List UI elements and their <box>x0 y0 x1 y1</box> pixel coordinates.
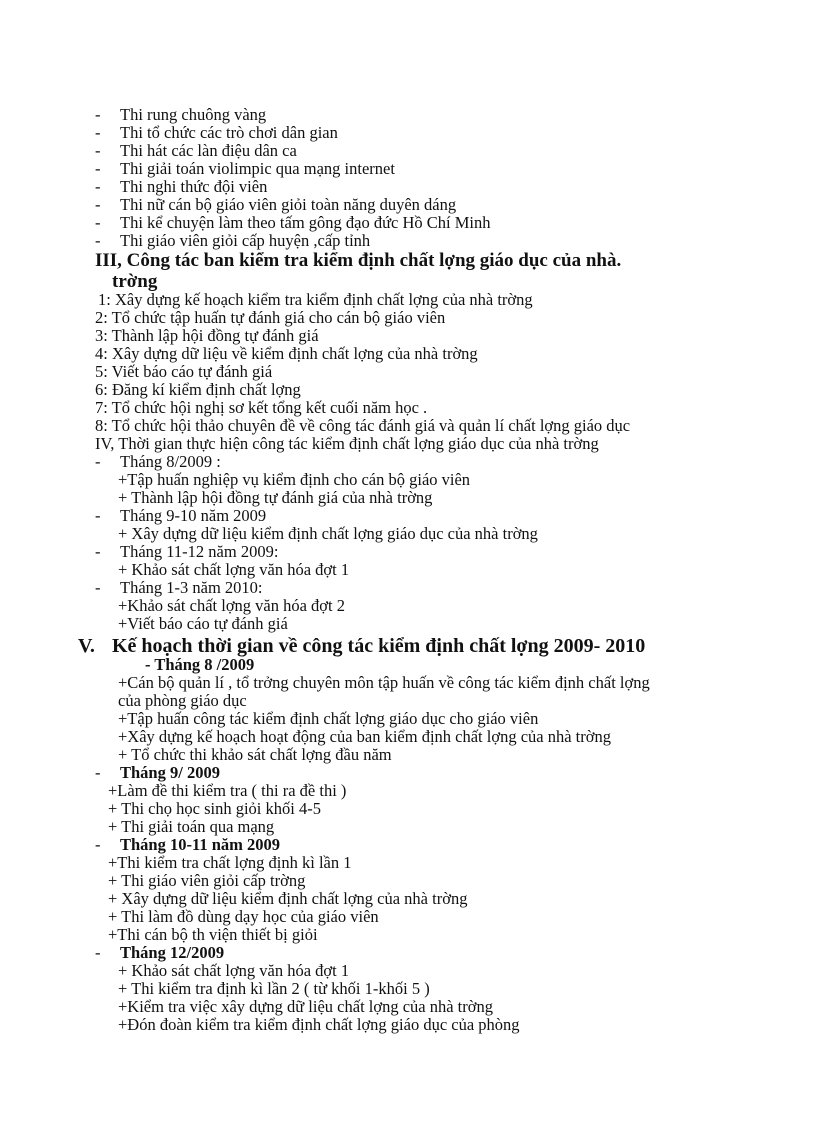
bullet-dash: - <box>95 141 101 160</box>
contest-item: Thi nữ cán bộ giáo viên giỏi toàn năng duyên dáng <box>120 195 457 214</box>
section5-month-item: +Thi kiểm tra chất lợng định kì lần 1 <box>108 853 352 872</box>
section4-title: IV, Thời gian thực hiện công tác kiểm định chất lợng giáo dục của nhà trờng <box>95 434 599 453</box>
section5-month-item: +Cán bộ quản lí , tổ trởng chuyên môn tập huấn về công tác kiểm định chất lợng <box>118 673 650 692</box>
section5-title: Kế hoạch thời gian về công tác kiểm định chất lợng 2009- 2010 <box>112 635 646 657</box>
contest-item: Thi giáo viên giỏi cấp huyện ,cấp tỉnh <box>120 231 371 250</box>
section4-month-label: Tháng 11-12 năm 2009: <box>120 542 279 561</box>
section4-month-item: + Thành lập hội đồng tự đánh giá của nhà trờng <box>118 488 433 507</box>
bullet-dash: - <box>95 452 101 471</box>
section5-month-label: Tháng 9/ 2009 <box>120 763 220 782</box>
section5-month-item: +Làm đề thi kiểm tra ( thi ra đề thi ) <box>108 781 347 800</box>
section5-month-item: +Thi cán bộ th viện thiết bị giỏi <box>108 925 318 944</box>
section5-month-item: + Thi kiểm tra định kì lần 2 ( từ khối 1-khối 5 ) <box>118 979 430 998</box>
section4-month-label: Tháng 1-3 năm 2010: <box>120 578 263 597</box>
contest-item: Thi giải toán violimpic qua mạng internet <box>120 159 395 178</box>
contest-item: Thi tổ chức các trò chơi dân gian <box>120 123 338 142</box>
section4-month-item: + Xây dựng dữ liệu kiểm định chất lợng giáo dục của nhà trờng <box>118 524 538 543</box>
section3-item: 7: Tổ chức hội nghị sơ kết tổng kết cuối năm học . <box>95 398 428 417</box>
bullet-dash: - <box>95 123 101 142</box>
bullet-dash: - <box>95 195 101 214</box>
section5-month-item: +Tập huấn công tác kiểm định chất lợng giáo dục cho giáo viên <box>118 709 539 728</box>
contest-item: Thi rung chuông vàng <box>120 105 267 124</box>
section3-item: 5: Viết báo cáo tự đánh giá <box>95 362 273 381</box>
section5-month-item: + Thi chọ học sinh giỏi khối 4-5 <box>108 799 321 818</box>
section5-month-item: + Thi làm đồ dùng dạy học của giáo viên <box>108 907 379 926</box>
section3-item: 1: Xây dựng kế hoạch kiểm tra kiểm định chất lợng của nhà trờng <box>98 290 533 309</box>
section4-month-label: Tháng 9-10 năm 2009 <box>120 506 267 525</box>
bullet-dash: - <box>95 213 101 232</box>
section5-month-item: + Tổ chức thi khảo sát chất lợng đầu năm <box>118 745 392 764</box>
bullet-dash: - <box>95 763 101 782</box>
section5-month-item: +Đón đoàn kiểm tra kiểm định chất lợng giáo dục của phòng <box>118 1015 520 1034</box>
section5-month-item: của phòng giáo dục <box>118 691 247 710</box>
contest-item: Thi kể chuyện làm theo tấm gông đạo đức Hồ Chí Minh <box>120 213 491 232</box>
section3-title-line1: III, Công tác ban kiểm tra kiểm định chất lợng giáo dục của nhà. <box>95 250 622 271</box>
bullet-dash: - <box>95 105 101 124</box>
bullet-dash: - <box>95 578 101 597</box>
section3-title-line2: trờng <box>112 271 158 292</box>
bullet-dash: - <box>95 943 101 962</box>
section5-month-label: Tháng 10-11 năm 2009 <box>120 835 280 854</box>
section3-item: 3: Thành lập hội đồng tự đánh giá <box>95 326 319 345</box>
section5-month-item: + Thi giáo viên giỏi cấp trờng <box>108 871 306 890</box>
contest-item: Thi hát các làn điệu dân ca <box>120 141 297 160</box>
section3-item: 2: Tổ chức tập huấn tự đánh giá cho cán bộ giáo viên <box>95 308 446 327</box>
section5-month-item: + Thi giải toán qua mạng <box>108 817 275 836</box>
bullet-dash: - <box>95 542 101 561</box>
bullet-dash: - <box>95 835 101 854</box>
section5-month-item: +Kiểm tra việc xây dựng dữ liệu chất lợng của nhà trờng <box>118 997 493 1016</box>
section3-item: 4: Xây dựng dữ liệu về kiểm định chất lợng của nhà trờng <box>95 344 478 363</box>
section4-month-label: Tháng 8/2009 : <box>120 452 221 471</box>
section5-month-item: + Xây dựng dữ liệu kiểm định chất lợng của nhà trờng <box>108 889 468 908</box>
section4-month-item: + Khảo sát chất lợng văn hóa đợt 1 <box>118 560 350 579</box>
section5-month-label: Tháng 12/2009 <box>120 943 225 962</box>
section3-item: 8: Tổ chức hội thảo chuyên đề về công tác đánh giá và quản lí chất lợng giáo dục <box>95 416 631 435</box>
bullet-dash: - <box>95 231 101 250</box>
section4-month-item: +Tập huấn nghiệp vụ kiểm định cho cán bộ giáo viên <box>118 470 471 489</box>
section5-numeral: V. <box>78 635 95 657</box>
bullet-dash: - <box>95 177 101 196</box>
section5-month-item: + Khảo sát chất lợng văn hóa đợt 1 <box>118 961 350 980</box>
section4-month-item: +Khảo sát chất lợng văn hóa đợt 2 <box>118 596 345 615</box>
bullet-dash: - <box>95 506 101 525</box>
section5-month-item: +Xây dựng kế hoạch hoạt động của ban kiểm định chất lợng của nhà trờng <box>118 727 611 746</box>
section3-item: 6: Đăng kí kiểm định chất lợng <box>95 380 301 399</box>
section4-month-item: +Viết báo cáo tự đánh giá <box>118 614 288 633</box>
section5-month-label: - Tháng 8 /2009 <box>145 655 255 674</box>
bullet-dash: - <box>95 159 101 178</box>
contest-item: Thi nghi thức đội viên <box>120 177 268 196</box>
